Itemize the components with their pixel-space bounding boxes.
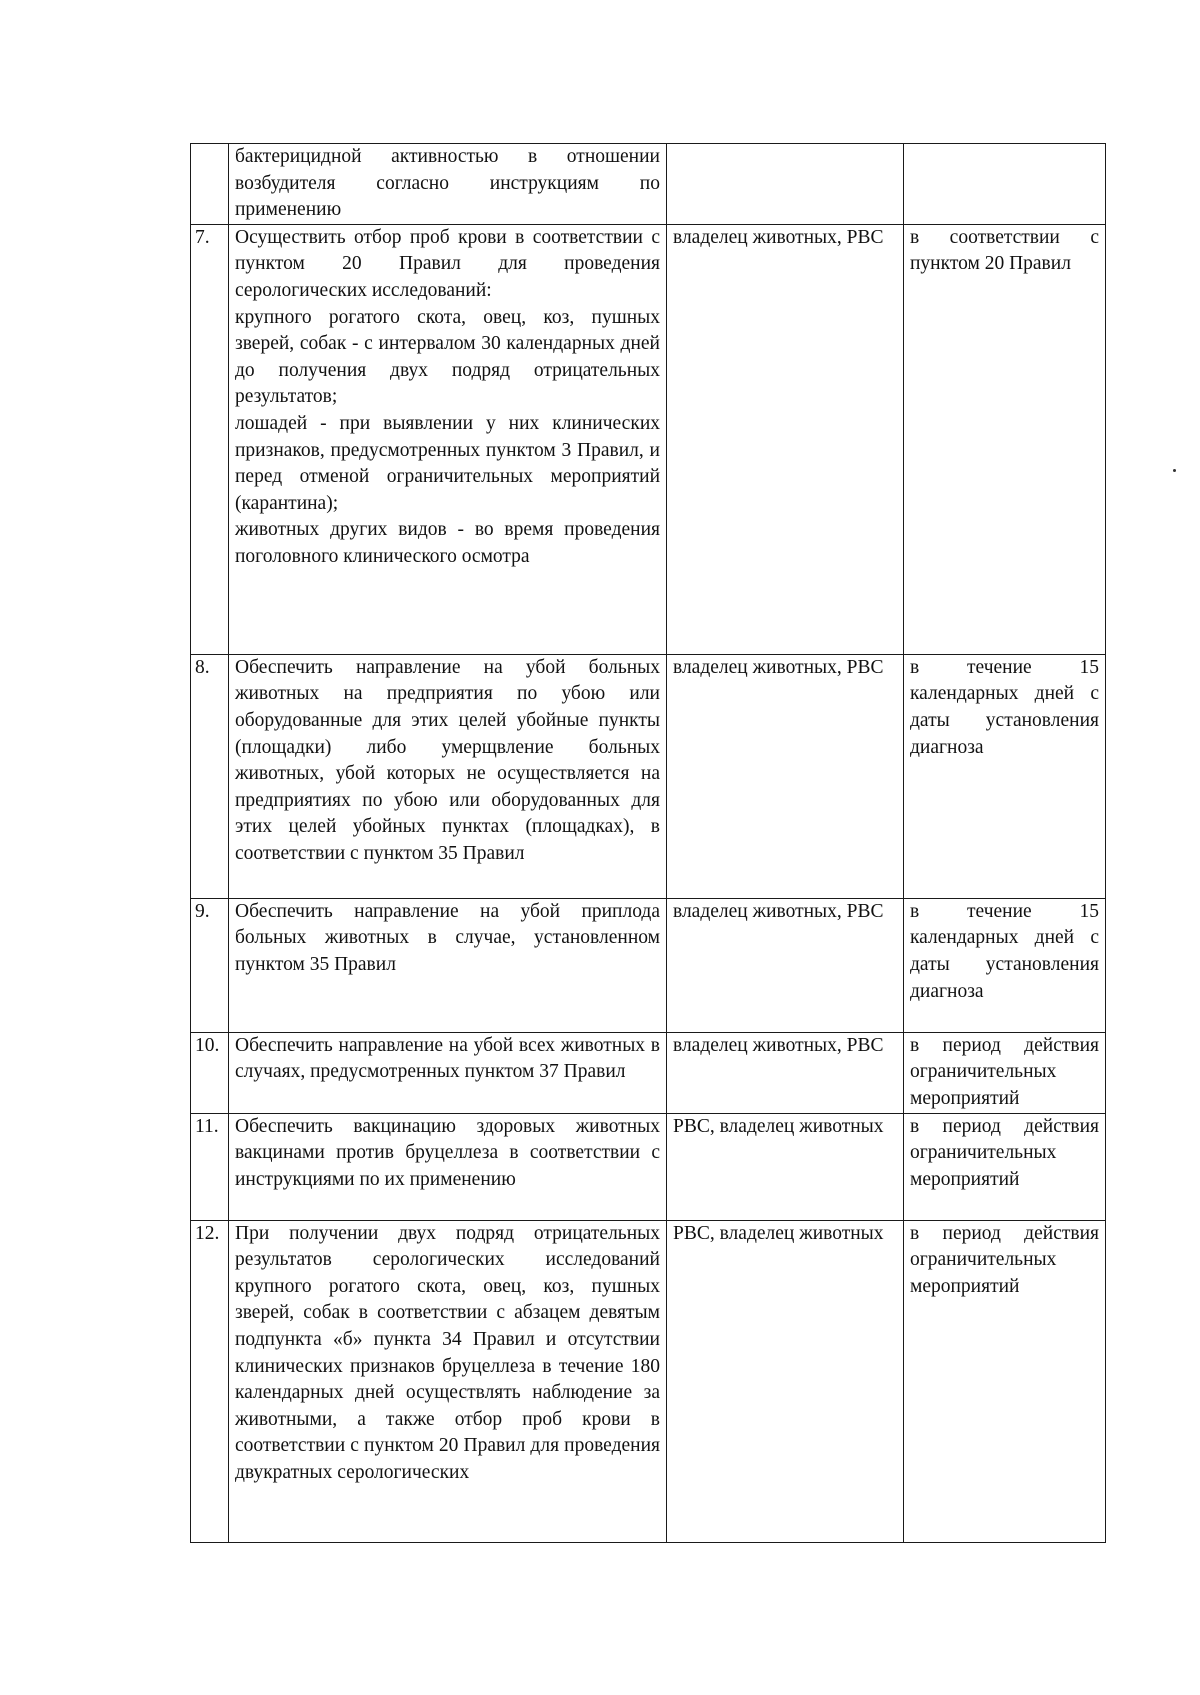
row-number: [191, 144, 229, 225]
action-cell: При получении двух подряд отрицательных результатов серологических исследований крупного рогатого скота, овец, коз, пушных зверей, собак в соответствии с абзацем девятым подпункта «б» пункта 34 Правил и отсутствии клинических признаков бруцеллеза в течение 180 календарных дней осуществлять наблюдение за животными, а также отбор проб крови в соответствии с пунктом 20 Правил для проведения двукратных серологических: [229, 1220, 667, 1542]
action-cell: бактерицидной активностью в отношении возбудителя согласно инструкциям по применению: [229, 144, 667, 225]
responsible-cell: РВС, владелец животных: [667, 1113, 904, 1220]
term-cell: в течение 15 календарных дней с даты установления диагноза: [904, 654, 1106, 898]
responsible-cell: РВС, владелец животных: [667, 1220, 904, 1542]
measures-table: [190, 143, 1106, 1543]
row-number: 11.: [191, 1113, 229, 1220]
action-cell: Обеспечить направление на убой всех животных в случаях, предусмотренных пунктом 37 Правил: [229, 1032, 667, 1113]
row-number: 7.: [191, 224, 229, 654]
table-row: [191, 1220, 1106, 1542]
action-cell: Обеспечить вакцинацию здоровых животных вакцинами против бруцеллеза в соответствии с инструкциями по их применению: [229, 1113, 667, 1220]
term-cell: в течение 15 календарных дней с даты установления диагноза: [904, 898, 1106, 1032]
action-paragraph: крупного рогатого скота, овец, коз, пушных зверей, собак - с интервалом 30 календарных дней до получения двух подряд отрицательных результатов;: [235, 306, 660, 408]
scan-speck: [1173, 469, 1176, 472]
table-row: [191, 144, 1106, 225]
table-row: [191, 898, 1106, 1032]
table-row: [191, 1032, 1106, 1113]
action-paragraph: Осуществить отбор проб крови в соответствии с пунктом 20 Правил для проведения серологических исследований:: [235, 226, 660, 301]
action-cell: Обеспечить направление на убой больных животных на предприятия по убою или оборудованные для этих целей убойные пункты (площадки) либо умерщвление больных животных, убой которых не осуществляется на предприятиях по убою или оборудованных для этих целей убойных пунктах (площадках), в соответствии с пунктом 35 Правил: [229, 654, 667, 898]
term-cell: в период действия ограничительных мероприятий: [904, 1220, 1106, 1542]
responsible-cell: [667, 144, 904, 225]
action-cell: Обеспечить направление на убой приплода больных животных в случае, установленном пунктом 35 Правил: [229, 898, 667, 1032]
row-number: 8.: [191, 654, 229, 898]
action-cell: [229, 224, 667, 654]
term-cell: в соответствии с пунктом 20 Правил: [904, 224, 1106, 654]
responsible-cell: владелец животных, РВС: [667, 898, 904, 1032]
term-cell: в период действия ограничительных мероприятий: [904, 1113, 1106, 1220]
responsible-cell: владелец животных, РВС: [667, 654, 904, 898]
row-number: 10.: [191, 1032, 229, 1113]
responsible-cell: владелец животных, РВС: [667, 224, 904, 654]
row-number: 12.: [191, 1220, 229, 1542]
row-number: 9.: [191, 898, 229, 1032]
responsible-cell: владелец животных, РВС: [667, 1032, 904, 1113]
table-row: [191, 1113, 1106, 1220]
table-row: [191, 224, 1106, 654]
term-cell: в период действия ограничительных мероприятий: [904, 1032, 1106, 1113]
action-paragraph: животных других видов - во время проведения поголовного клинического осмотра: [235, 519, 660, 567]
term-cell: [904, 144, 1106, 225]
table-row: [191, 654, 1106, 898]
action-paragraph: лошадей - при выявлении у них клинических признаков, предусмотренных пунктом 3 Правил, и перед отменой ограничительных мероприятий (карантина);: [235, 412, 660, 514]
